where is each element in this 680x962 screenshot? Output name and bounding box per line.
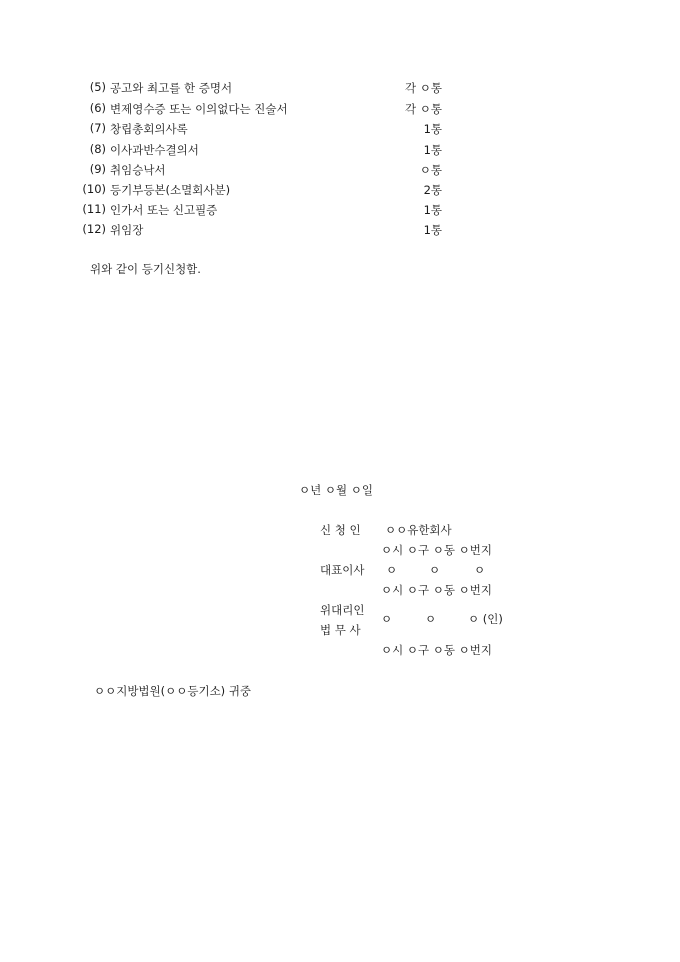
item-label: 공고와 최고를 한 증명서: [110, 81, 233, 95]
applicant-address: ㅇ시 ㅇ구 ㅇ동 ㅇ번지: [381, 543, 492, 557]
agent-address: ㅇ시 ㅇ구 ㅇ동 ㅇ번지: [381, 643, 492, 657]
agent-name-seal: ㅇ (인): [468, 612, 503, 626]
item-count: 1통: [423, 143, 442, 157]
applicant-name: ㅇㅇ유한회사: [385, 523, 452, 537]
recipient-court: ㅇㅇ지방법원(ㅇㅇ등기소) 귀중: [94, 684, 252, 698]
item-label: 취임승낙서: [110, 163, 166, 177]
item-number: (8): [89, 142, 106, 156]
item-number: (11): [82, 202, 106, 216]
application-date: ㅇ년 ㅇ월 ㅇ일: [299, 483, 373, 497]
item-label: 이사과반수결의서: [110, 143, 199, 157]
representative-name-part: ㅇ: [474, 563, 486, 577]
agent-name-part: ㅇ: [425, 612, 437, 626]
item-count: 1통: [423, 223, 442, 237]
representative-address: ㅇ시 ㅇ구 ㅇ동 ㅇ번지: [381, 583, 492, 597]
attachment-item: [0, 222, 680, 237]
item-label: 창립총회의사록: [110, 122, 188, 136]
attachment-item: [0, 202, 680, 217]
application-statement: 위와 같이 등기신청함.: [90, 262, 201, 276]
attachment-item: [0, 162, 680, 177]
item-number: (9): [89, 162, 106, 176]
attachment-item: [0, 121, 680, 136]
item-number: (5): [89, 80, 106, 94]
attachment-item: [0, 101, 680, 116]
agent-label-line1: 위대리인: [320, 603, 365, 617]
item-number: (6): [89, 101, 106, 115]
item-label: 등기부등본(소멸회사분): [110, 183, 231, 197]
representative-name-part: ㅇ: [386, 563, 398, 577]
item-number: (12): [82, 222, 106, 236]
representative-name-part: ㅇ: [429, 563, 441, 577]
attachment-item: [0, 182, 680, 197]
item-number: (10): [82, 182, 106, 196]
item-count: 1통: [423, 203, 442, 217]
attachment-item: [0, 142, 680, 157]
item-count: 2통: [423, 183, 442, 197]
attachment-item: [0, 80, 680, 95]
item-count: 1통: [423, 122, 442, 136]
applicant-label: 신 청 인: [320, 523, 361, 537]
item-label: 인가서 또는 신고필증: [110, 203, 218, 217]
item-label: 위임장: [110, 223, 144, 237]
item-count: ㅇ통: [419, 163, 442, 177]
agent-label-line2: 법 무 사: [320, 623, 361, 637]
agent-name-part: ㅇ: [381, 612, 393, 626]
item-number: (7): [89, 121, 106, 135]
item-count: 각 ㅇ통: [405, 81, 442, 95]
item-count: 각 ㅇ통: [405, 102, 442, 116]
item-label: 변제영수증 또는 이의없다는 진술서: [110, 102, 288, 116]
representative-label: 대표이사: [320, 563, 365, 577]
